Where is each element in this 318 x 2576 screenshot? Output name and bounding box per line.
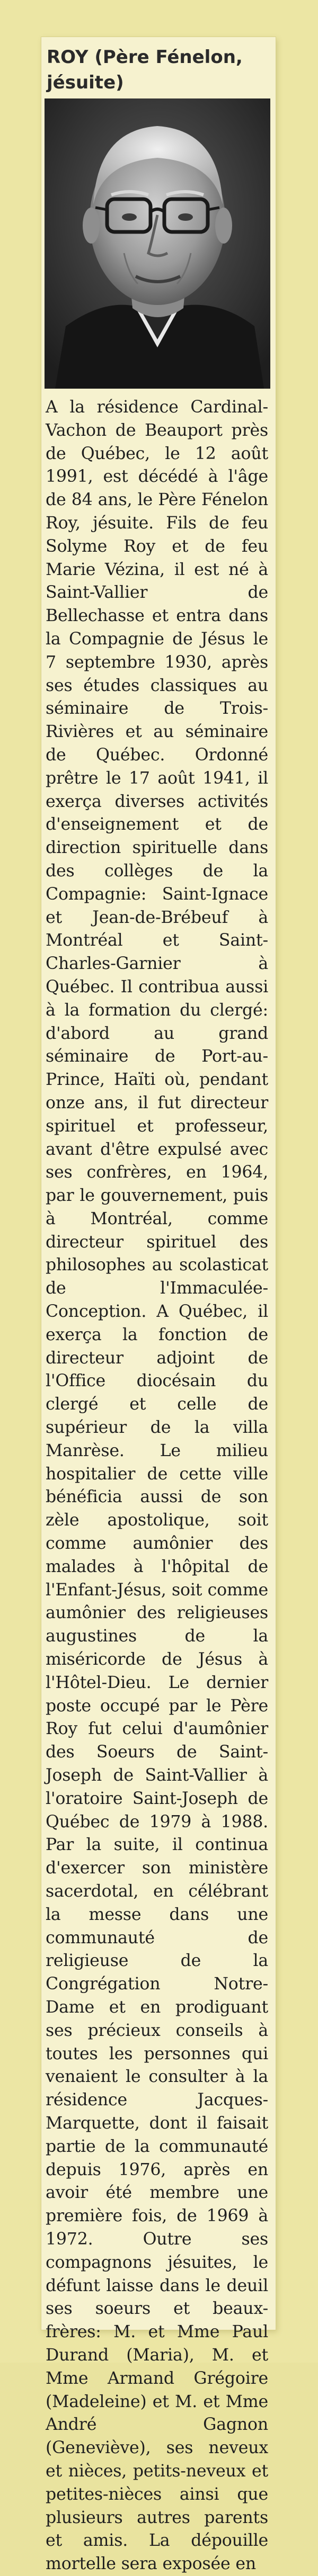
- portrait-image: [45, 98, 270, 389]
- obituary-text: A la résidence Cardinal-Vachon de Beauport près de Québec, le 12 août 1991, est décédé à l'âge de 84 ans, le Père Fénelon Roy, jésuite. Fils de feu Solyme Roy et de feu Marie Vézina, il est né à Saint-Vallier de Bellechasse et entra dans la Compagnie de Jésus le 7 septembre 1930, après ses études classiques au séminaire de Trois-Rivières et au séminaire de Québec. Ordonné prêtre le 17 août 1941, il exerça diverses activités d'enseignement et de direction spirituelle dans des collèges de la Compagnie: Saint-Ignace et Jean-de-Brébeuf à Montréal et Saint-Charles-Garnier à Québec. Il contribua aussi à la formation du clergé: d'abord au grand séminaire de Port-au-Prince, Haïti où, pendant onze ans, il fut directeur spirituel et professeur, avant d'être expulsé avec ses confrères, en 1964, par le gouvernement, puis à Montréal, comme directeur spirituel des philosophes au scolasticat de l'Immaculée-Conception. A Québec, il exerça la fonction de directeur adjoint de l'Office diocésain du clergé et celle de supérieur de la villa Manrèse. Le milieu hospitalier de cette ville bénéficia aussi de son zèle apostolique, soit comme aumônier des malades à l'hôpital de l'Enfant-Jésus, soit comme aumônier des religieuses augustines de la miséricorde de Jésus à l'Hôtel-Dieu. Le dernier poste occupé par le Père Roy fut celui d'aumônier des Soeurs de Saint-Joseph de Saint-Vallier à l'oratoire Saint-Joseph de Québec de 1979 à 1988. Par la suite, il continua d'exercer son ministère sacerdotal, en célébrant la messe dans une communauté de religieuse de la Congrégation Notre-Dame et en prodiguant ses précieux conseils à toutes les personnes qui venaient le consulter à la résidence Jacques-Marquette, dont il faisait partie de la communauté depuis 1976, après en avoir été membre une première fois, de 1969 à 1972. Outre ses compagnons jésuites, le défunt laisse dans le deuil ses soeurs et beaux-frères: M. et Mme Paul Durand (Maria), M. et Mme Armand Grégoire (Madeleine) et M. et Mme André Gagnon (Geneviève), ses neveux et nièces, petits-neveux et petites-nièces ainsi que plusieurs autres parents et amis. La dépouille mortelle sera exposée en: [46, 398, 268, 2574]
- obituary-heading: ROY (Père Fénelon, jésuite): [47, 47, 243, 93]
- portrait-photo: [45, 98, 270, 389]
